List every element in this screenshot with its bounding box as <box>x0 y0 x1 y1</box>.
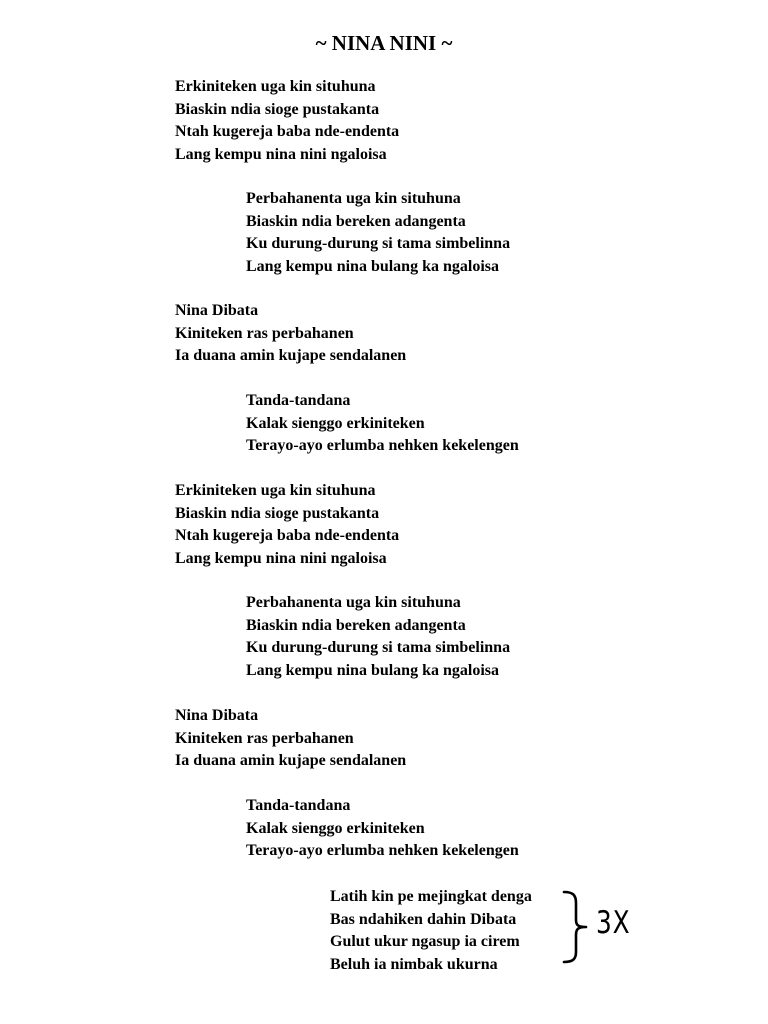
stanza-1 <box>175 76 399 166</box>
lyric-line: Kiniteken ras perbahanen <box>175 324 354 342</box>
lyric-line: Ntah kugereja baba nde-endenta <box>175 527 400 544</box>
lyric-line: Kalak sienggo erkiniteken <box>246 819 425 837</box>
stanza-5 <box>175 480 399 570</box>
lyric-line: Erkiniteken uga kin situhuna <box>175 482 376 499</box>
lyric-line: Latih kin pe mejingkat denga <box>330 888 532 905</box>
lyric-line: Terayo-ayo erlumba nehken kekelengen <box>246 437 519 454</box>
lyric-line: Lang kempu nina bulang ka ngaloisa <box>246 257 499 275</box>
stanza-4 <box>246 390 519 458</box>
lyric-line: Ku durung-durung si tama simbelinna <box>246 235 511 252</box>
lyric-line: Ntah kugereja baba nde-endenta <box>175 123 400 140</box>
lyric-line: Gulut ukur ngasup ia cirem <box>330 933 520 950</box>
lyric-line: Kalak sienggo erkiniteken <box>246 414 425 432</box>
lyric-line: Bas ndahiken dahin Dibata <box>330 910 517 928</box>
lyric-line: Terayo-ayo erlumba nehken kekelengen <box>246 842 519 859</box>
lyric-line: Ia duana amin kujape sendalanen <box>175 347 407 364</box>
lyric-line: Lang kempu nina nini ngaloisa <box>175 549 387 567</box>
lyric-line: Nina Dibata <box>175 707 259 724</box>
curly-brace-icon <box>561 889 591 965</box>
song-title: ~ NINA NINI ~ <box>315 31 453 55</box>
stanza-7 <box>175 705 406 773</box>
lyric-line: Biaskin ndia sioge pustakanta <box>175 100 380 118</box>
lyric-line: Nina Dibata <box>175 302 259 319</box>
repeat-count-label: 3X <box>596 905 631 941</box>
lyric-line: Ia duana amin kujape sendalanen <box>175 752 407 769</box>
stanza-8 <box>246 795 519 863</box>
lyric-line: Ku durung-durung si tama simbelinna <box>246 639 511 656</box>
lyric-line: Kiniteken ras perbahanen <box>175 729 354 747</box>
lyric-line: Perbahanenta uga kin situhuna <box>246 594 461 611</box>
lyric-line: Lang kempu nina nini ngaloisa <box>175 145 387 163</box>
lyric-line: Erkiniteken uga kin situhuna <box>175 78 376 95</box>
lyric-line: Tanda-tandana <box>246 392 351 409</box>
stanza-6 <box>246 592 510 682</box>
lyric-line: Perbahanenta uga kin situhuna <box>246 190 461 207</box>
lyric-line: Tanda-tandana <box>246 797 351 814</box>
stanza-3 <box>175 300 406 368</box>
lyric-line: Biaskin ndia bereken adangenta <box>246 212 466 230</box>
stanza-2 <box>246 188 510 278</box>
lyric-line: Lang kempu nina bulang ka ngaloisa <box>246 661 499 679</box>
lyric-line: Biaskin ndia sioge pustakanta <box>175 504 380 522</box>
refrain-stanza <box>330 886 532 976</box>
lyric-line: Biaskin ndia bereken adangenta <box>246 616 466 634</box>
lyric-line: Beluh ia nimbak ukurna <box>330 955 498 973</box>
